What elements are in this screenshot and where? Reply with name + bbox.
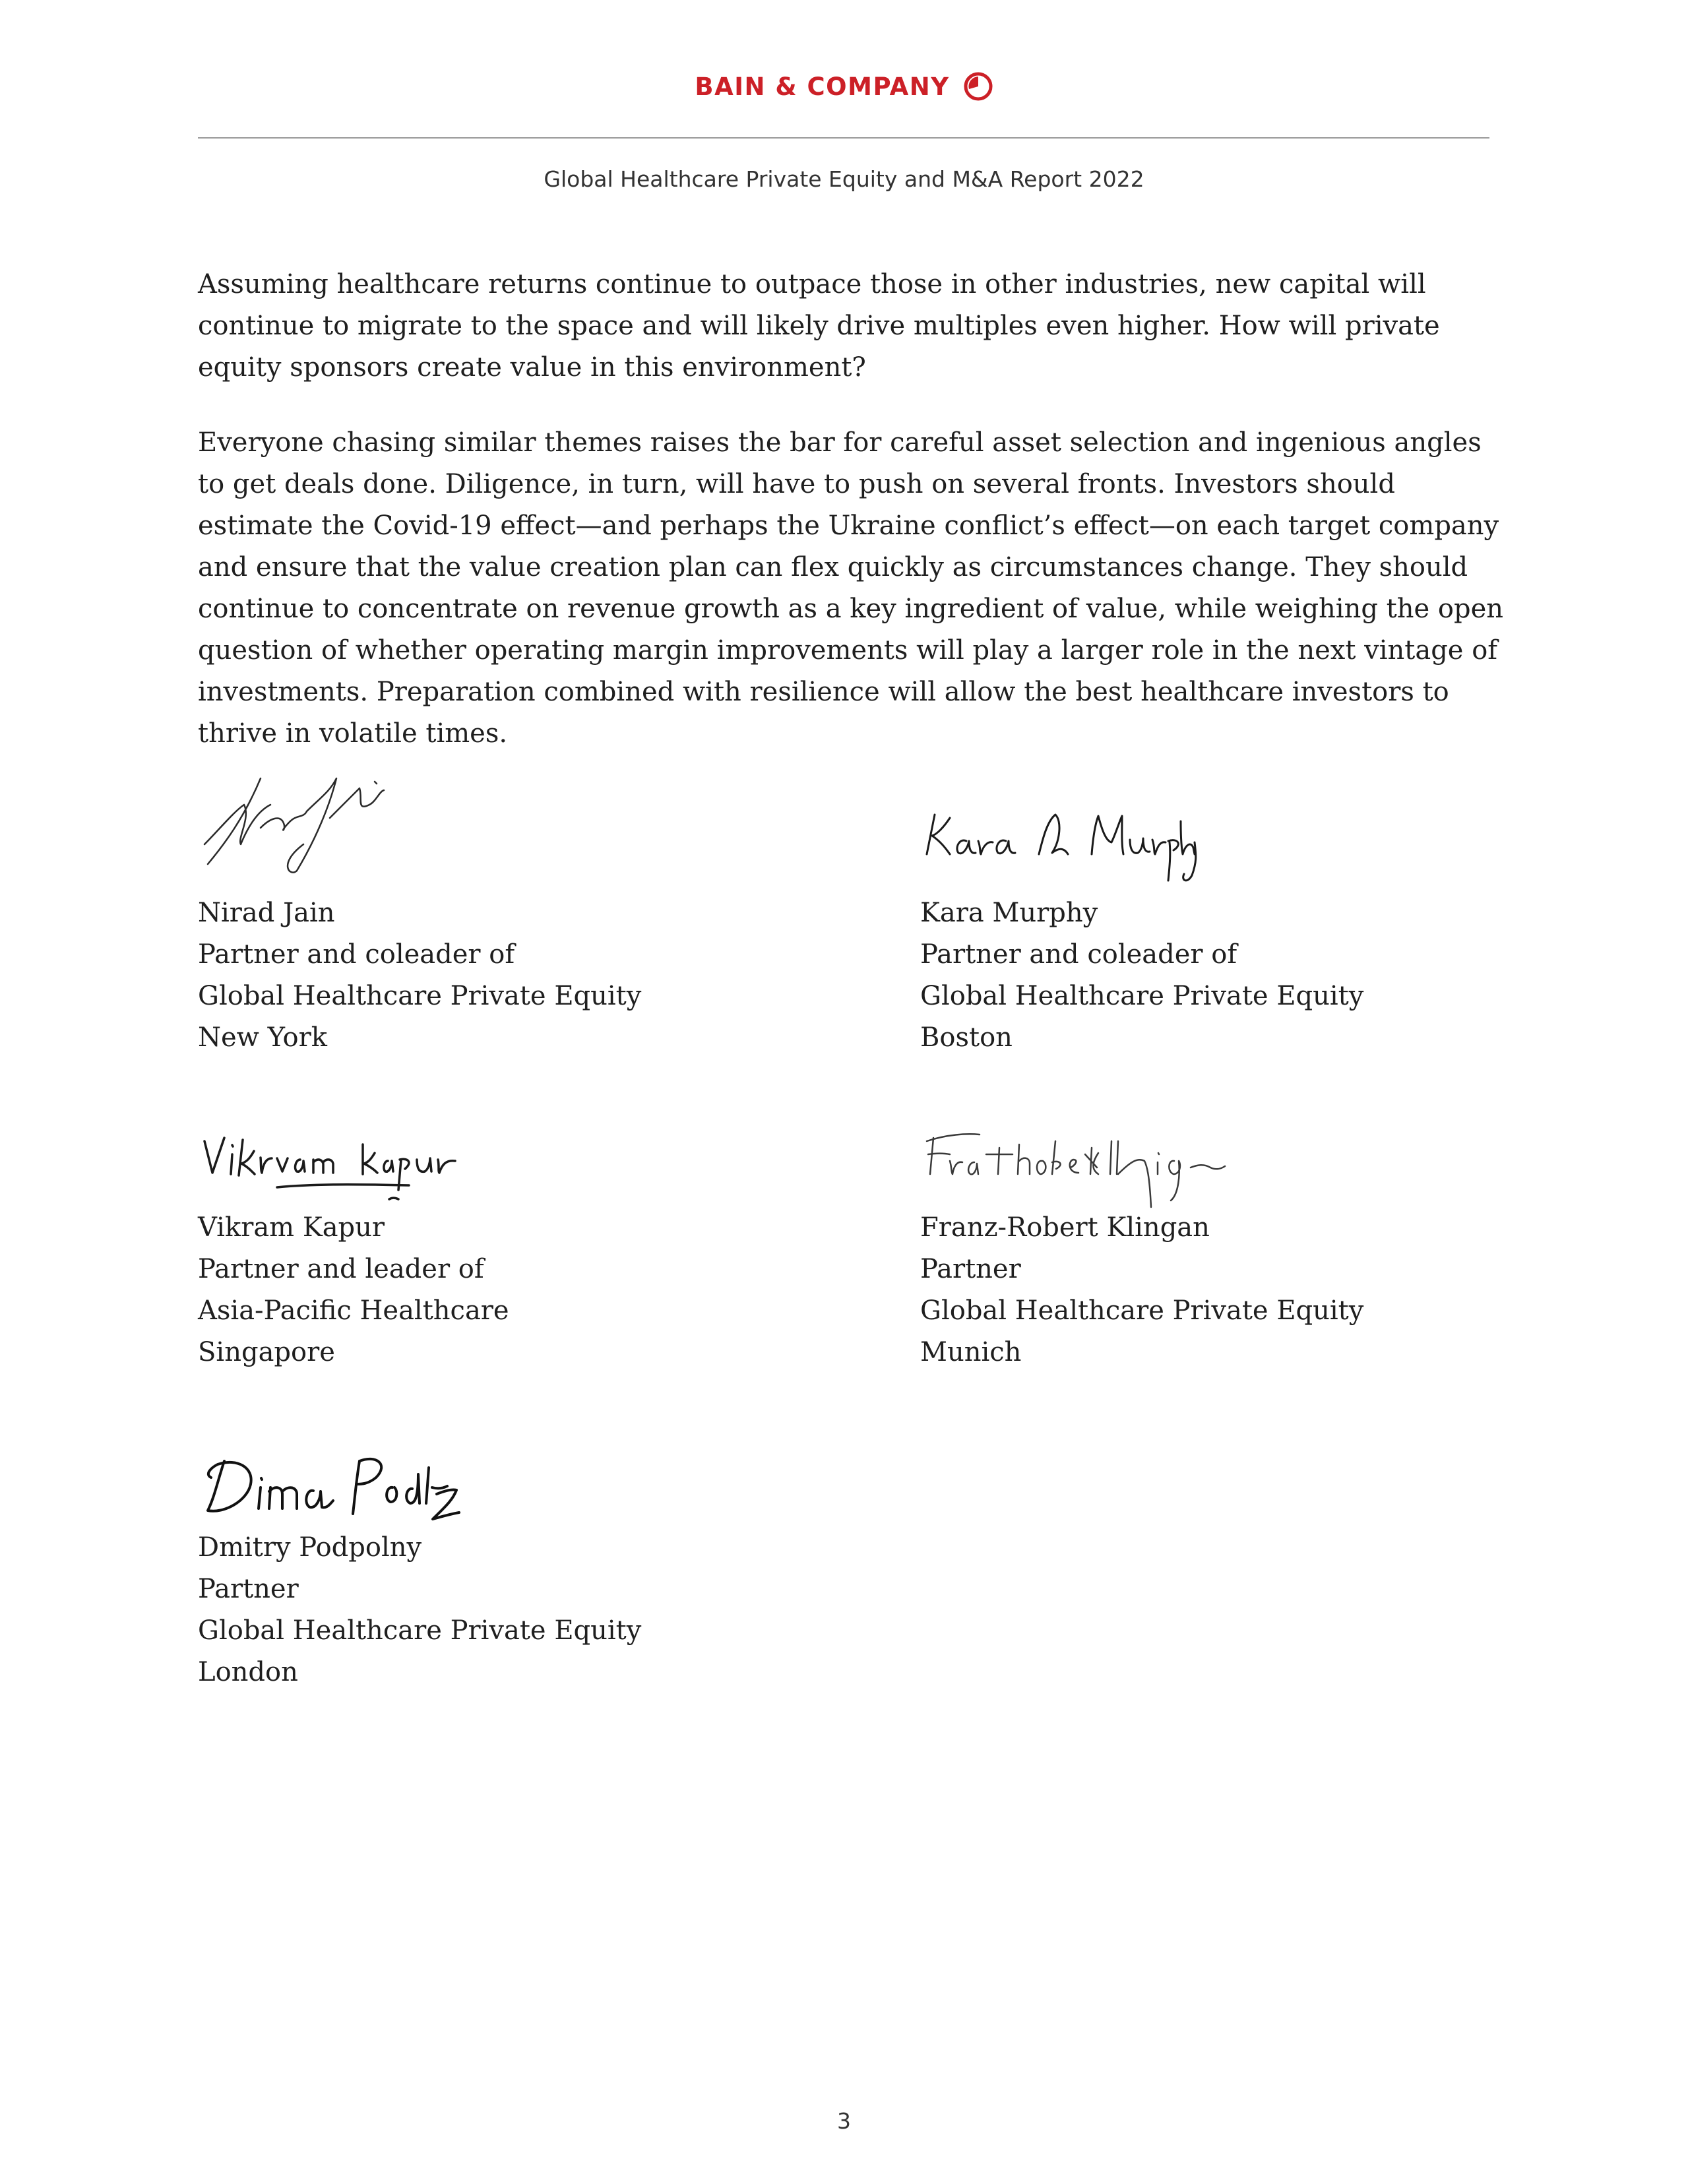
brand-header (0, 71, 1688, 102)
signatory-location: New York (198, 1022, 327, 1053)
signatory-location: London (198, 1657, 298, 1687)
signatory-practice: Asia-Pacific Healthcare (198, 1295, 509, 1326)
signatory-practice: Global Healthcare Private Equity (198, 1615, 642, 1646)
signatory-dmitry-podpolny (198, 1448, 792, 1725)
signatory-location: Boston (920, 1022, 1013, 1053)
bain-logo-icon (963, 71, 993, 102)
signatory-location: Singapore (198, 1337, 335, 1367)
brand-name: BAIN & COMPANY (695, 72, 950, 101)
signatory-franz-robert-klingan (920, 1121, 1514, 1398)
signature-vikram-kapur (198, 1121, 475, 1207)
signatory-practice: Global Healthcare Private Equity (920, 1295, 1364, 1326)
page-number: 3 (837, 2108, 851, 2134)
signatory-title: Partner and coleader of (198, 939, 515, 970)
signatory-title: Partner and coleader of (920, 939, 1237, 970)
header-divider (198, 137, 1489, 139)
signatory-title: Partner (920, 1254, 1021, 1284)
signatory-name: Franz-Robert Klingan (920, 1212, 1210, 1243)
signatory-name: Kara Murphy (920, 898, 1098, 928)
body-paragraph-2: Everyone chasing similar themes raises the bar for careful asset selection and ingenious angles to get deals done. Diligence, in turn, will have to push on several fronts. Investors should estimate the Covid-19 effect—and perhaps the Ukraine conflict’s effect—on each target company and ensure that the value creation plan can flex quickly as circumstances change. They should continue to concentrate on revenue growth as a key ingredient of value, while weighing the open question of whether operating margin improvements will play a larger role in the next vintage of investments. Preparation combined with resilience will allow the best healthcare investors to thrive in volatile times. (198, 427, 1504, 749)
signatory-vikram-kapur (198, 1121, 792, 1398)
signature-nirad-jain (198, 765, 389, 877)
signatory-location: Munich (920, 1337, 1022, 1367)
signature-franz-robert-klingan (920, 1121, 1230, 1210)
signatory-title: Partner and leader of (198, 1254, 484, 1284)
signature-kara-murphy (920, 801, 1197, 887)
signatory-practice: Global Healthcare Private Equity (920, 981, 1364, 1011)
signatory-nirad-jain (198, 765, 792, 1062)
signatory-name: Dmitry Podpolny (198, 1532, 422, 1563)
body-paragraph-1: Assuming healthcare returns continue to outpace those in other industries, new capital will continue to migrate to the space and will likely drive multiples even higher. How will private equity sponsors create value in this environment? (198, 269, 1440, 383)
signatory-title: Partner (198, 1574, 299, 1604)
report-title: Global Healthcare Private Equity and M&A Report 2022 (544, 166, 1144, 192)
signature-dmitry-podpolny (198, 1448, 462, 1527)
signatory-practice: Global Healthcare Private Equity (198, 981, 642, 1011)
signatory-kara-murphy (920, 765, 1514, 1062)
signatory-name: Vikram Kapur (198, 1212, 385, 1243)
signatory-name: Nirad Jain (198, 898, 335, 928)
